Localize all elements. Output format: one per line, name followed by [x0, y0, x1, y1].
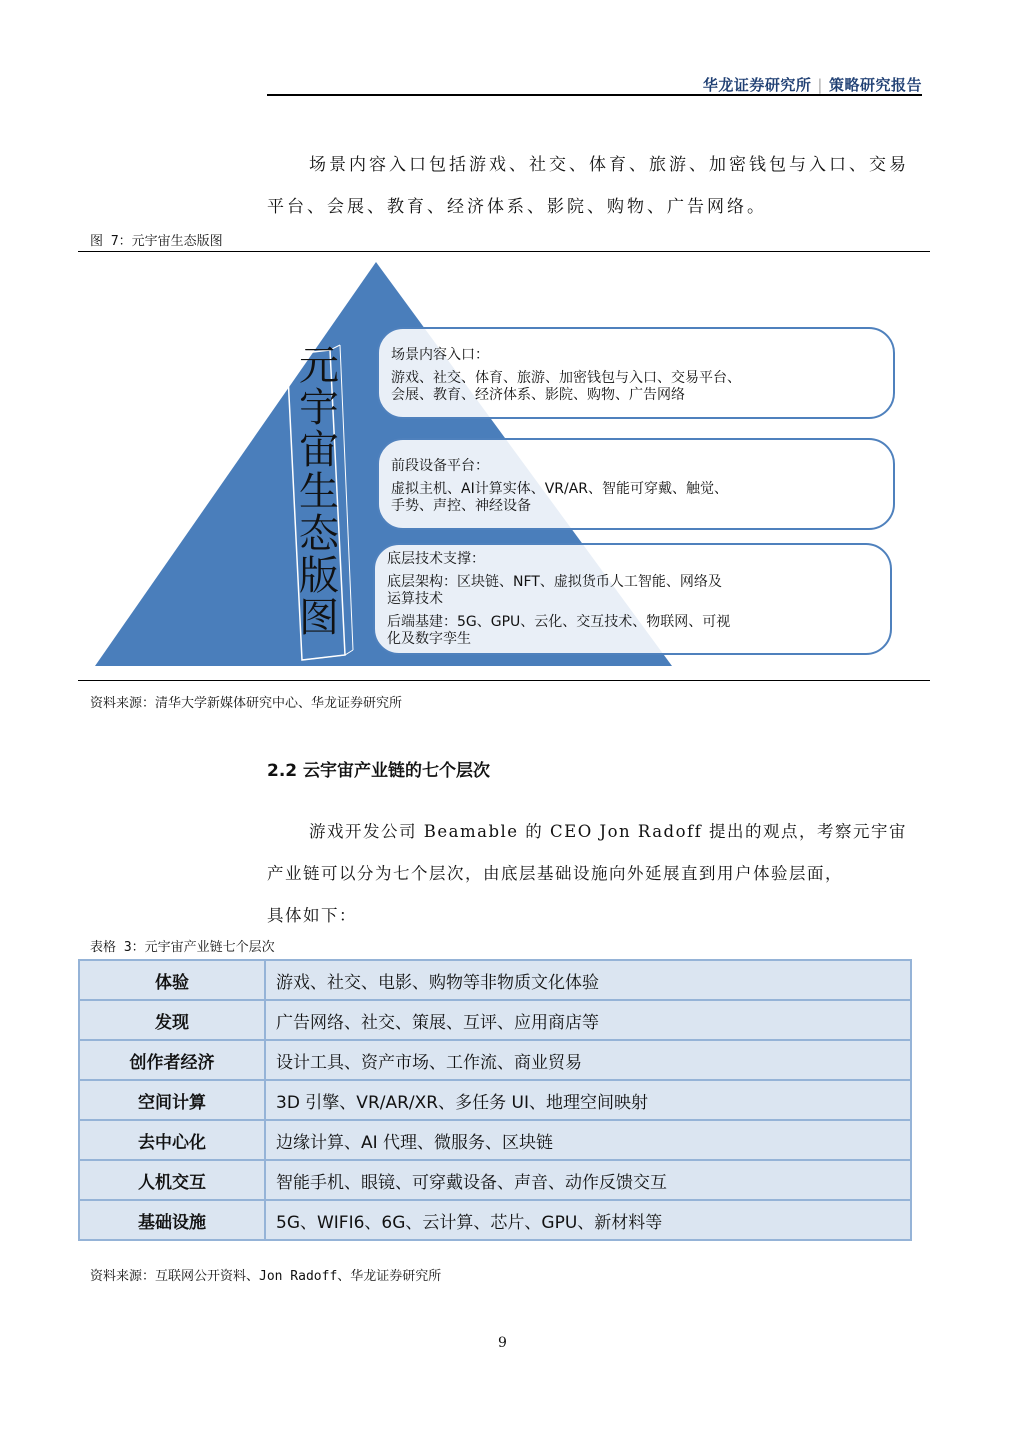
intro-line: 场景内容入口包括游戏、社交、体育、旅游、加密钱包与入口、交易: [309, 155, 909, 175]
header-report-type: 策略研究报告: [828, 76, 922, 94]
page-header: 华龙证券研究所 | 策略研究报告: [702, 76, 922, 94]
industry-layers-table: [78, 959, 912, 1241]
layer-description-cell: 设计工具、资产市场、工作流、商业贸易: [265, 1040, 911, 1080]
figure-source: 资料来源：清华大学新媒体研究中心、华龙证券研究所: [90, 696, 403, 711]
figure-bottom-rule: [78, 680, 930, 681]
layer-name-cell: 去中心化: [79, 1120, 265, 1160]
intro-line: 平台、会展、教育、经济体系、影院、购物、广告网络。: [267, 197, 767, 217]
box-line: 后端基建：5G、GPU、云化、交互技术、物联网、可视: [387, 614, 731, 630]
table-row: [79, 1040, 911, 1080]
header-org: 华龙证券研究所: [702, 76, 812, 94]
box-line: 运算技术: [387, 591, 443, 607]
layer-description-cell: 3D 引擎、VR/AR/XR、多任务 UI、地理空间映射: [265, 1080, 911, 1120]
figure-vertical-title: 元宇宙生态版图: [299, 343, 339, 641]
section-title: 2.2 云宇宙产业链的七个层次: [267, 761, 491, 781]
table-row: [79, 960, 911, 1000]
box-line: 游戏、社交、体育、旅游、加密钱包与入口、交易平台、: [391, 370, 741, 386]
layer-name-cell: 空间计算: [79, 1080, 265, 1120]
layer-description-cell: 5G、WIFI6、6G、云计算、芯片、GPU、新材料等: [265, 1200, 911, 1240]
section-line: 游戏开发公司 Beamable 的 CEO Jon Radoff 提出的观点，考察元宇宙: [309, 822, 908, 841]
layer-name-cell: 人机交互: [79, 1160, 265, 1200]
table-caption: 表格 3：元宇宙产业链七个层次: [90, 940, 275, 955]
section-paragraph: [267, 811, 927, 937]
layer-box-devices: [377, 438, 895, 530]
box-line: 会展、教育、经济体系、影院、购物、广告网络: [391, 387, 685, 403]
layer-box-tech: [373, 543, 892, 655]
layer-name-cell: 创作者经济: [79, 1040, 265, 1080]
section-line: 具体如下：: [267, 906, 357, 925]
layer-box-content-entry: [377, 327, 895, 419]
figure-caption: 图 7：元宇宙生态版图: [90, 234, 223, 249]
table-row: [79, 1080, 911, 1120]
layer-name-cell: 发现: [79, 1000, 265, 1040]
box-title: 前段设备平台：: [391, 458, 489, 474]
box-line: 化及数字孪生: [387, 631, 471, 647]
table-row: [79, 1160, 911, 1200]
layer-name-cell: 体验: [79, 960, 265, 1000]
layer-description-cell: 边缘计算、AI 代理、微服务、区块链: [265, 1120, 911, 1160]
table-row: [79, 1000, 911, 1040]
box-line: 底层架构：区块链、NFT、虚拟货币人工智能、网络及: [387, 574, 722, 590]
table-row: [79, 1120, 911, 1160]
box-title: 底层技术支撑：: [387, 551, 485, 567]
section-line: 产业链可以分为七个层次，由底层基础设施向外延展直到用户体验层面，: [267, 864, 843, 883]
table-source: 资料来源：互联网公开资料、Jon Radoff、华龙证券研究所: [90, 1269, 442, 1284]
box-line: 虚拟主机、AI计算实体、VR/AR、智能可穿戴、触觉、: [391, 481, 729, 497]
table-row: [79, 1200, 911, 1240]
layer-description-cell: 游戏、社交、电影、购物等非物质文化体验: [265, 960, 911, 1000]
layer-name-cell: 基础设施: [79, 1200, 265, 1240]
layer-description-cell: 广告网络、社交、策展、互评、应用商店等: [265, 1000, 911, 1040]
layer-description-cell: 智能手机、眼镜、可穿戴设备、声音、动作反馈交互: [265, 1160, 911, 1200]
box-line: 手势、声控、神经设备: [391, 498, 531, 514]
page-number: 9: [498, 1335, 507, 1351]
box-title: 场景内容入口：: [391, 347, 489, 363]
